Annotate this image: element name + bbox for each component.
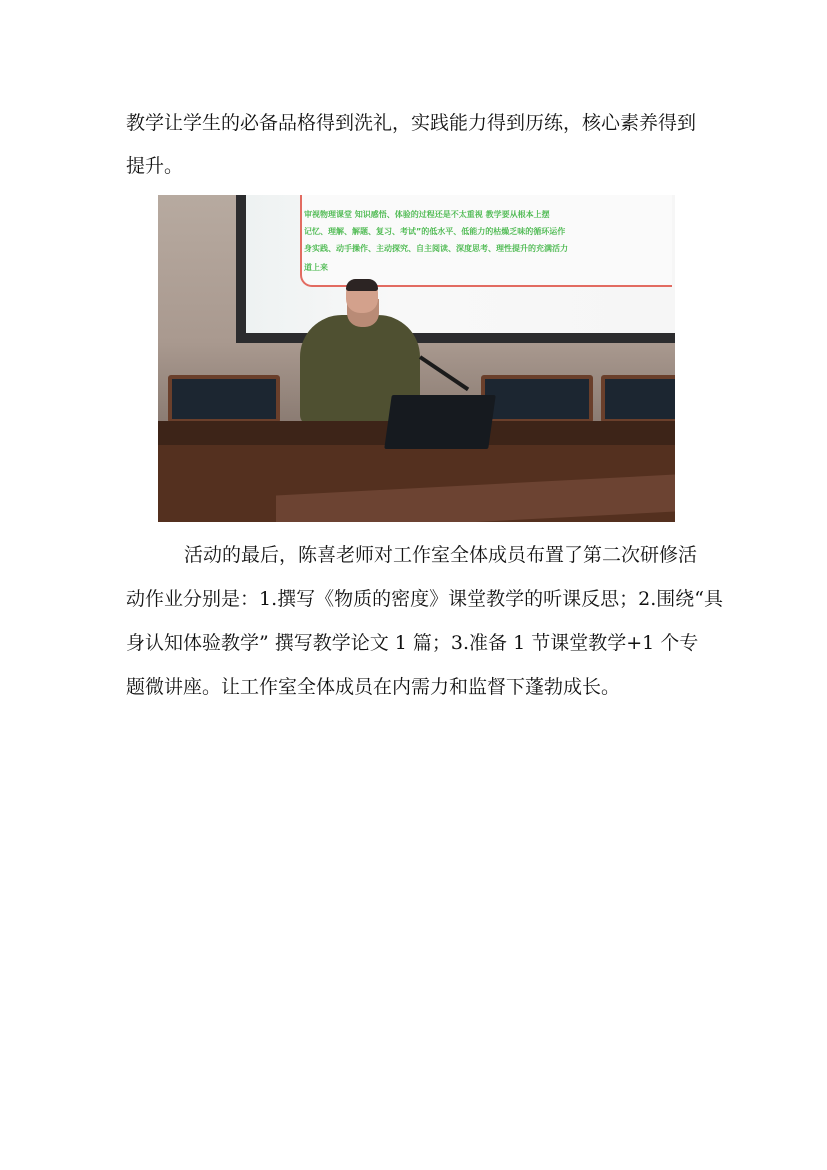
paragraph-1-line-1: 教学让学生的必备品格得到洗礼，实践能力得到历练，核心素养得到 (126, 112, 697, 134)
projection-screen (246, 195, 675, 333)
laptop-icon (384, 395, 496, 449)
paragraph-2-line-2: 动作业分别是：1.撰写《物质的密度》课堂教学的听课反思；2.围绕“具 (126, 588, 723, 610)
paragraph-2-line-4: 题微讲座。让工作室全体成员在内需力和监督下蓬勃成长。 (126, 676, 621, 698)
slide-text-line-1: 审视物理课堂 知识感悟、体验的过程还是不太重视 教学要从根本上摆 (304, 210, 550, 219)
slide-text-line-3: 身实践、动手操作、主动探究、自主阅读、深度思考、理性提升的充满活力 (304, 244, 568, 253)
slide-text-line-2: 记忆、理解、解题、复习、考试”的低水平、低能力的枯燥乏味的循环运作 (304, 227, 566, 236)
chair-right (601, 375, 675, 423)
speaker-hair (346, 279, 378, 291)
slide-text-line-4: 道上来 (304, 263, 328, 272)
paragraph-1-line-2: 提升。 (126, 155, 184, 177)
chair-center-right (481, 375, 593, 423)
paragraph-2-line-3: 身认知体验教学” 撰写教学论文 1 篇；3.准备 1 节课堂教学+1 个专 (126, 632, 699, 654)
meeting-photo (158, 195, 675, 522)
chair-left (168, 375, 280, 423)
paragraph-2-line-1: 活动的最后，陈喜老师对工作室全体成员布置了第二次研修活 (184, 544, 698, 566)
